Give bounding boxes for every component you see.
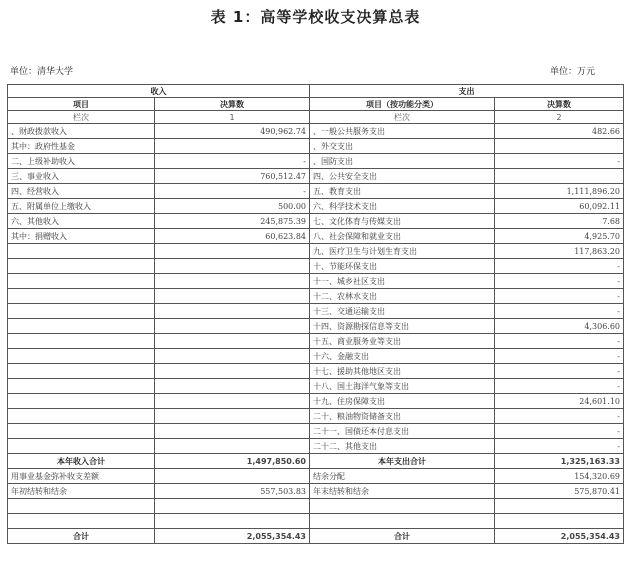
income-item-cell: 其中：捐赠收入 bbox=[8, 229, 155, 244]
expense-amount-cell: - bbox=[495, 259, 624, 274]
expense-item-cell: 十四、资源勘探信息等支出 bbox=[310, 319, 495, 334]
expense-amount-cell: - bbox=[495, 274, 624, 289]
expense-item-cell: 二十二、其他支出 bbox=[310, 439, 495, 454]
income-item-cell: 四、经营收入 bbox=[8, 184, 155, 199]
expense-item-cell: 十九、住房保障支出 bbox=[310, 394, 495, 409]
empty-cell bbox=[8, 499, 155, 514]
income-item-cell: 二、上级补助收入 bbox=[8, 154, 155, 169]
table-row bbox=[8, 139, 624, 154]
income-amount-cell: 490,962.74 bbox=[155, 124, 310, 139]
expense-amount-cell: 7.68 bbox=[495, 214, 624, 229]
table-row bbox=[8, 304, 624, 319]
income-item-cell bbox=[8, 424, 155, 439]
expense-amount-cell: 4,306.60 bbox=[495, 319, 624, 334]
table-row bbox=[8, 424, 624, 439]
income-amount-cell bbox=[155, 259, 310, 274]
income-amount-cell bbox=[155, 139, 310, 154]
income-item-cell bbox=[8, 289, 155, 304]
begin-carryover-label: 年初结转和结余 bbox=[8, 484, 155, 499]
expense-item-cell: 十七、援助其他地区支出 bbox=[310, 364, 495, 379]
spacer-row bbox=[8, 514, 624, 529]
income-item-cell: 五、附属单位上缴收入 bbox=[8, 199, 155, 214]
expense-amount-cell: 117,863.20 bbox=[495, 244, 624, 259]
income-amount-cell bbox=[155, 349, 310, 364]
expense-amount-cell: - bbox=[495, 334, 624, 349]
expense-item-cell: 、外交支出 bbox=[310, 139, 495, 154]
expense-amount-header: 决算数 bbox=[495, 98, 624, 111]
income-amount-cell bbox=[155, 424, 310, 439]
income-item-cell bbox=[8, 334, 155, 349]
table-row bbox=[8, 364, 624, 379]
begin-carryover-value: 557,503.83 bbox=[155, 484, 310, 499]
income-item-cell bbox=[8, 394, 155, 409]
expense-item-cell: 二十一、国债还本付息支出 bbox=[310, 424, 495, 439]
empty-cell bbox=[495, 499, 624, 514]
table-row bbox=[8, 349, 624, 364]
expense-item-cell: 五、教育支出 bbox=[310, 184, 495, 199]
expense-sum-label: 合计 bbox=[310, 529, 495, 544]
income-item-cell bbox=[8, 319, 155, 334]
expense-item-cell: 二十、粮油物资储备支出 bbox=[310, 409, 495, 424]
expense-col-number: 2 bbox=[495, 111, 624, 124]
surplus-label: 结余分配 bbox=[310, 469, 495, 484]
income-amount-cell bbox=[155, 244, 310, 259]
expense-amount-cell: - bbox=[495, 379, 624, 394]
page-title: 表 1：高等学校收支决算总表 bbox=[210, 8, 421, 26]
income-item-cell bbox=[8, 244, 155, 259]
income-amount-cell: 500.00 bbox=[155, 199, 310, 214]
income-item-cell: 六、其他收入 bbox=[8, 214, 155, 229]
expense-amount-cell: - bbox=[495, 424, 624, 439]
expense-item-cell: 十三、交通运输支出 bbox=[310, 304, 495, 319]
unit-org-label: 单位：清华大学 bbox=[10, 67, 74, 77]
income-amount-cell bbox=[155, 289, 310, 304]
expense-item-cell: 八、社会保障和就业支出 bbox=[310, 229, 495, 244]
empty-cell bbox=[155, 499, 310, 514]
income-item-cell bbox=[8, 259, 155, 274]
expense-amount-cell: - bbox=[495, 304, 624, 319]
expense-total-label: 本年支出合计 bbox=[310, 454, 495, 469]
income-amount-cell: - bbox=[155, 154, 310, 169]
expense-amount-cell: - bbox=[495, 289, 624, 304]
expense-amount-cell: 482.66 bbox=[495, 124, 624, 139]
expense-amount-cell: 24,601.10 bbox=[495, 394, 624, 409]
income-total-value: 1,497,850.60 bbox=[155, 454, 310, 469]
surplus-value: 154,320.69 bbox=[495, 469, 624, 484]
report-body bbox=[8, 85, 624, 544]
unit-currency-label: 单位：万元 bbox=[549, 67, 595, 77]
income-col-label: 栏次 bbox=[8, 111, 155, 124]
income-total-label: 本年收入合计 bbox=[8, 454, 155, 469]
income-item-cell bbox=[8, 409, 155, 424]
table-row bbox=[8, 169, 624, 184]
income-amount-cell bbox=[155, 409, 310, 424]
expense-amount-cell bbox=[495, 139, 624, 154]
table-row bbox=[8, 124, 624, 139]
empty-cell bbox=[155, 514, 310, 529]
income-amount-cell bbox=[155, 379, 310, 394]
expense-item-cell: 十、节能环保支出 bbox=[310, 259, 495, 274]
table-row bbox=[8, 214, 624, 229]
header-row-columns bbox=[8, 98, 624, 111]
income-item-cell: 三、事业收入 bbox=[8, 169, 155, 184]
fund-offset-value bbox=[155, 469, 310, 484]
income-item-cell: 其中：政府性基金 bbox=[8, 139, 155, 154]
income-header: 收入 bbox=[8, 85, 310, 98]
table-row bbox=[8, 259, 624, 274]
income-col-number: 1 bbox=[155, 111, 310, 124]
table-row bbox=[8, 244, 624, 259]
table-row bbox=[8, 229, 624, 244]
table-row bbox=[8, 334, 624, 349]
end-carryover-value: 575,870.41 bbox=[495, 484, 624, 499]
spacer-row bbox=[8, 499, 624, 514]
empty-cell bbox=[8, 514, 155, 529]
income-amount-cell: - bbox=[155, 184, 310, 199]
expense-item-cell: 、国防支出 bbox=[310, 154, 495, 169]
grand-total-row bbox=[8, 529, 624, 544]
income-item-header: 项目 bbox=[8, 98, 155, 111]
end-carryover-label: 年末结转和结余 bbox=[310, 484, 495, 499]
expense-amount-cell: 4,925.70 bbox=[495, 229, 624, 244]
income-item-cell bbox=[8, 274, 155, 289]
expense-amount-cell: 1,111,896.20 bbox=[495, 184, 624, 199]
table-row bbox=[8, 154, 624, 169]
expense-item-cell: 十一、城乡社区支出 bbox=[310, 274, 495, 289]
header-row-section bbox=[8, 85, 624, 98]
income-amount-cell bbox=[155, 274, 310, 289]
expense-total-value: 1,325,163.33 bbox=[495, 454, 624, 469]
expense-item-cell: 十八、国土海洋气象等支出 bbox=[310, 379, 495, 394]
income-expense-total-row bbox=[8, 454, 624, 469]
table-row bbox=[8, 319, 624, 334]
income-item-cell bbox=[8, 364, 155, 379]
income-sum-label: 合计 bbox=[8, 529, 155, 544]
expense-item-cell: 六、科学技术支出 bbox=[310, 199, 495, 214]
income-amount-cell: 60,623.84 bbox=[155, 229, 310, 244]
income-amount-cell bbox=[155, 319, 310, 334]
expense-amount-cell: - bbox=[495, 349, 624, 364]
table-row bbox=[8, 439, 624, 454]
income-amount-cell: 760,512.47 bbox=[155, 169, 310, 184]
header-row-column-index bbox=[8, 111, 624, 124]
expense-amount-cell: - bbox=[495, 154, 624, 169]
income-item-cell bbox=[8, 304, 155, 319]
fund-offset-label: 用事业基金弥补收支差额 bbox=[8, 469, 155, 484]
expense-sum-value: 2,055,354.43 bbox=[495, 529, 624, 544]
expense-col-label: 栏次 bbox=[310, 111, 495, 124]
empty-cell bbox=[310, 514, 495, 529]
income-sum-value: 2,055,354.43 bbox=[155, 529, 310, 544]
expense-amount-cell bbox=[495, 169, 624, 184]
expense-item-cell: 七、文化体育与传媒支出 bbox=[310, 214, 495, 229]
income-amount-cell bbox=[155, 439, 310, 454]
table-row bbox=[8, 184, 624, 199]
table-row bbox=[8, 379, 624, 394]
expense-item-cell: 九、医疗卫生与计划生育支出 bbox=[310, 244, 495, 259]
income-amount-cell bbox=[155, 334, 310, 349]
empty-cell bbox=[310, 499, 495, 514]
income-item-cell bbox=[8, 349, 155, 364]
expense-item-cell: 、一般公共服务支出 bbox=[310, 124, 495, 139]
income-amount-header: 决算数 bbox=[155, 98, 310, 111]
expense-item-cell: 四、公共安全支出 bbox=[310, 169, 495, 184]
expense-item-cell: 十六、金融支出 bbox=[310, 349, 495, 364]
expense-item-cell: 十二、农林水支出 bbox=[310, 289, 495, 304]
table-row bbox=[8, 274, 624, 289]
carryover-row bbox=[8, 484, 624, 499]
income-amount-cell bbox=[155, 364, 310, 379]
table-row bbox=[8, 394, 624, 409]
income-item-cell bbox=[8, 439, 155, 454]
table-row bbox=[8, 289, 624, 304]
income-item-cell: 、财政拨款收入 bbox=[8, 124, 155, 139]
expense-item-header: 项目（按功能分类） bbox=[310, 98, 495, 111]
income-amount-cell bbox=[155, 304, 310, 319]
fund-surplus-row bbox=[8, 469, 624, 484]
table-row bbox=[8, 409, 624, 424]
expense-amount-cell: - bbox=[495, 409, 624, 424]
empty-cell bbox=[495, 514, 624, 529]
expense-amount-cell: 60,092.11 bbox=[495, 199, 624, 214]
expense-item-cell: 十五、商业服务业等支出 bbox=[310, 334, 495, 349]
income-amount-cell bbox=[155, 394, 310, 409]
income-item-cell bbox=[8, 379, 155, 394]
income-amount-cell: 245,875.39 bbox=[155, 214, 310, 229]
expense-header: 支出 bbox=[310, 85, 624, 98]
table-row bbox=[8, 199, 624, 214]
expense-amount-cell: - bbox=[495, 439, 624, 454]
report-table bbox=[7, 84, 624, 544]
expense-amount-cell: - bbox=[495, 364, 624, 379]
